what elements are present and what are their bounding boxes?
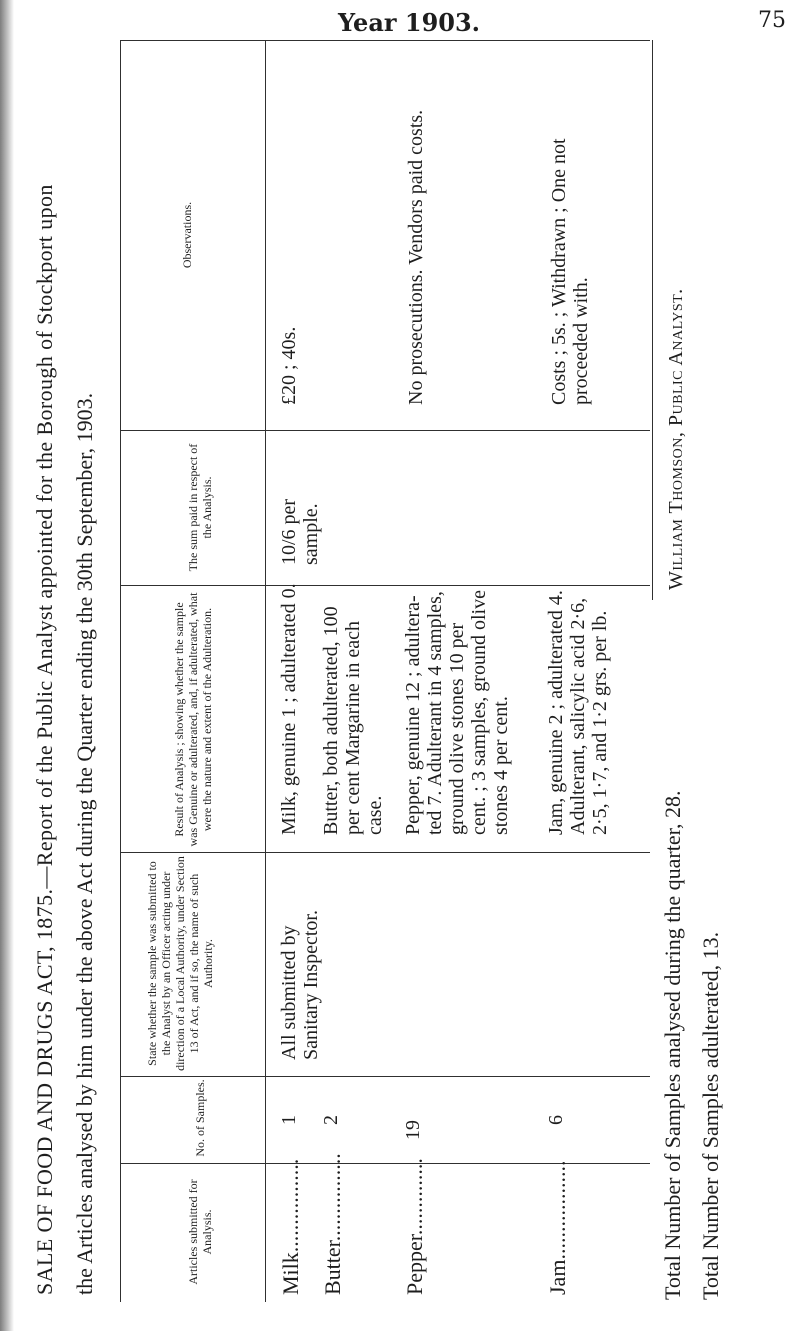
page-number: 75 [758,8,786,33]
samples-count-butter: 2 [320,1115,342,1125]
article-label: Butter [320,1241,345,1295]
result-butter: Butter, both adulterated, 100 per cent Margarine in each case. [320,606,386,835]
sum-paid-value: 10/6 per sample. [278,498,322,565]
article-butter [320,1153,346,1295]
dot-leader: .................. [545,1160,570,1260]
article-label: Jam [545,1259,570,1295]
running-head-year: Year 1903. [338,8,481,37]
table-rule-top [120,40,650,41]
dot-leader: ................. [278,1158,303,1253]
result-pepper: Pepper, genuine 12 ; adultera- ted 7. Adulterant in 4 samples, ground olive stones 10 per cent. ; 3 samples, ground olive stones 4 per cent. [402,590,512,835]
article-label: Pepper [402,1235,427,1295]
header-observations: Observations. [180,201,194,269]
samples-count-jam: 6 [545,1115,567,1125]
report-title-line-1: SALE OF FOOD AND DRUGS ACT, 1875.—Report of the Public Analyst appointed for the Borough of Stockport upon [32,184,57,1295]
observation-line-3: Costs ; 5s. ; Withdrawn ; One not proceeded with. [548,138,592,405]
page-binding-edge [0,0,14,1331]
total-analysed: Total Number of Samples analysed during the quarter, 28. [660,790,685,1300]
result-jam: Jam, genuine 2 ; adulterated 4. Adulterant, salicylic acid 2·6, 2·5, 1·7, and 1·2 grs. per lb. [545,590,611,835]
samples-count-milk: 1 [278,1115,300,1125]
observation-line-2: No prosecutions. Vendors paid costs. [405,109,427,405]
header-authority: State whether the sample was submitted to the Analyst by an Officer acting under direction of a Local Authority, under Section 13 of Act, and if so, the name of such Authority. [145,856,215,1071]
signature-rule [652,40,653,600]
total-adulterated: Total Number of Samples adulterated, 13. [698,931,723,1300]
analyst-signature: William Thomson, Public Analyst. [665,288,687,590]
column-divider-authority-samples [120,1076,650,1077]
result-milk: Milk, genuine 1 ; adulterated 0. [278,583,300,835]
header-rule [265,40,266,1302]
report-title-line-2: the Articles analysed by him under the above Act during the Quarter ending the 30th September, 1903. [72,392,97,1295]
header-samples: No. of Samples. [193,1079,207,1157]
article-label: Milk [278,1252,303,1295]
header-articles: Articles submitted for Analysis. [186,1179,214,1285]
dot-leader: ................ [320,1153,345,1242]
authority-value: All submitted by Sanitary Inspector. [278,910,322,1060]
header-result: Result of Analysis ; showing whether the sample was Genuine or adulterated, and, if adulterated, what were the nature and extent of the Adulteration. [172,592,214,847]
observation-line-1: £20 ; 40s. [278,326,300,405]
column-divider-result-authority [120,852,650,853]
dot-leader: .............. [402,1158,427,1236]
article-pepper [402,1158,428,1295]
column-divider-obs-sum [120,430,650,431]
table-rule-left [120,40,121,1302]
article-jam [545,1161,571,1295]
samples-count-pepper: 19 [402,1120,424,1140]
header-sum-paid: The sum paid in respect of the Analysis. [186,443,214,572]
article-milk [278,1159,304,1295]
